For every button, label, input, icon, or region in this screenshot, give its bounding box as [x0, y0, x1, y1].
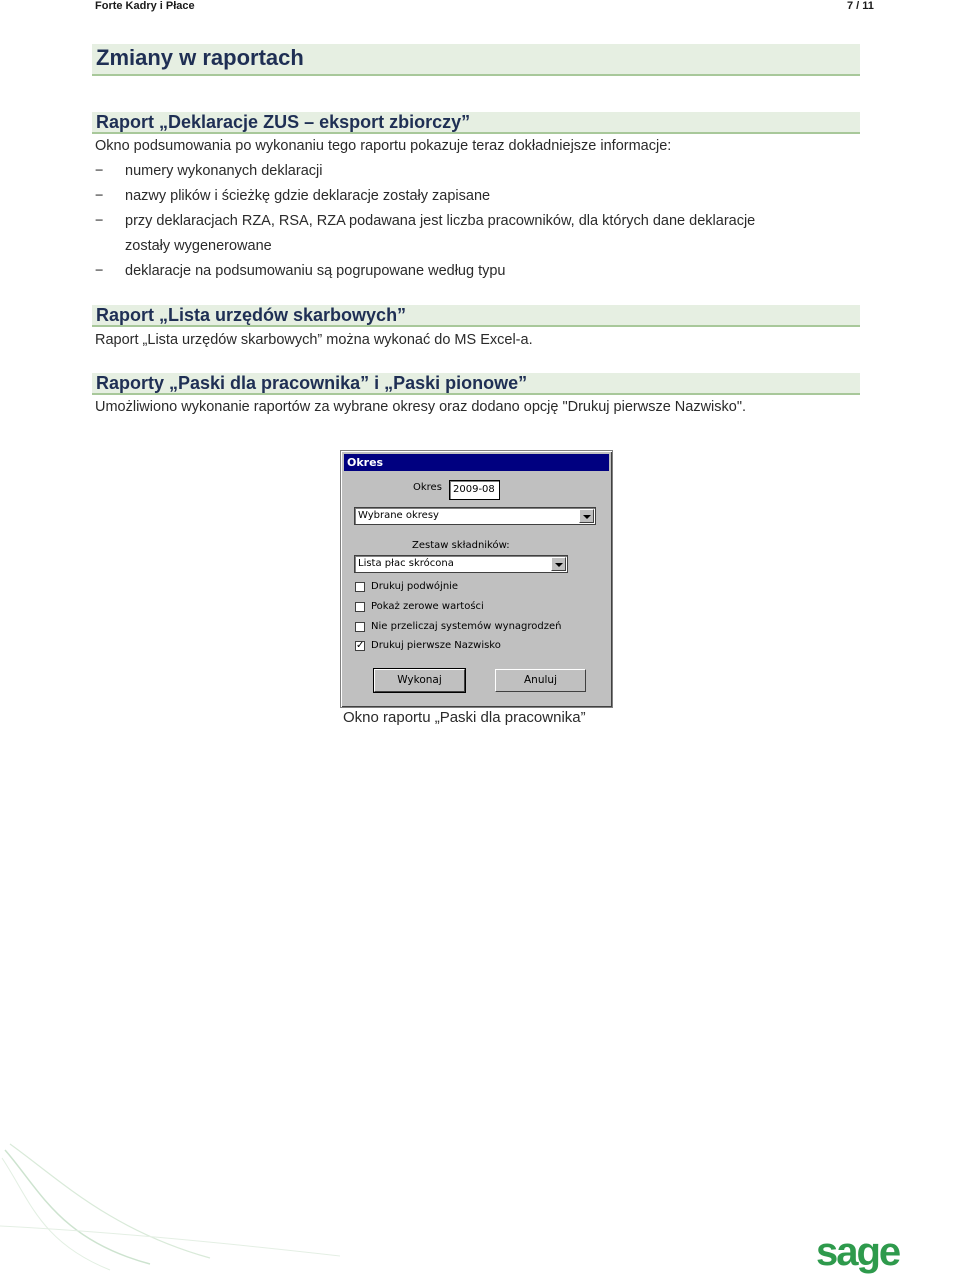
page-number: 7 / 11	[847, 0, 874, 12]
section3-heading: Raporty „Paski dla pracownika” i „Paski pionowe”	[96, 373, 528, 393]
list-item-continuation: zostały wygenerowane	[125, 238, 272, 254]
period-select[interactable]	[354, 507, 596, 525]
list-item: nazwy plików i ścieżkę gdzie deklaracje zostały zapisane	[125, 188, 491, 204]
chevron-down-icon[interactable]	[551, 557, 566, 571]
bullet-dash: −	[95, 213, 104, 229]
section3-body: Umożliwiono wykonanie raportów za wybrane okresy oraz dodano opcję "Drukuj pierwsze Nazwisko".	[95, 399, 746, 415]
page-title-bar	[92, 44, 860, 76]
checkbox-label[interactable]: Pokaż zerowe wartości	[371, 601, 484, 612]
okres-field[interactable]: 2009-08	[449, 480, 500, 500]
section1-heading: Raport „Deklaracje ZUS – eksport zbiorczy”	[96, 112, 471, 132]
chevron-down-icon[interactable]	[579, 509, 594, 523]
checkbox-drukuj-podwojnie[interactable]	[355, 582, 365, 592]
section1-intro: Okno podsumowania po wykonaniu tego raportu pokazuje teraz dokładniejsze informacje:	[95, 138, 672, 154]
list-item: deklaracje na podsumowaniu są pogrupowane według typu	[125, 263, 506, 279]
okres-label: Okres	[413, 482, 442, 493]
section2-body: Raport „Lista urzędów skarbowych” można wykonać do MS Excel-a.	[95, 332, 533, 348]
checkbox-pokaz-zerowe[interactable]	[355, 602, 365, 612]
bullet-dash: −	[95, 188, 104, 204]
okres-dialog	[340, 450, 613, 708]
figure-caption: Okno raportu „Paski dla pracownika”	[343, 709, 586, 726]
components-select[interactable]	[354, 555, 568, 573]
bullet-dash: −	[95, 263, 104, 279]
anuluj-button[interactable]: Anuluj	[495, 669, 586, 692]
wykonaj-button[interactable]: Wykonaj	[374, 669, 465, 692]
checkbox-label[interactable]: Nie przeliczaj systemów wynagrodzeń	[371, 621, 562, 632]
section-heading-bar	[92, 112, 860, 134]
checkbox-label[interactable]: Drukuj podwójnie	[371, 581, 459, 592]
decorative-swoosh	[0, 1130, 360, 1274]
section2-heading: Raport „Lista urzędów skarbowych”	[96, 305, 407, 325]
dialog-title: Okres	[347, 456, 384, 469]
components-label: Zestaw składników:	[412, 540, 510, 551]
checkbox-nie-przeliczaj[interactable]	[355, 622, 365, 632]
checkbox-label[interactable]: Drukuj pierwsze Nazwisko	[371, 640, 501, 651]
list-item: przy deklaracjach RZA, RSA, RZA podawana jest liczba pracowników, dla których dane deklaracje	[125, 213, 756, 229]
components-select-value: Lista płac skrócona	[358, 558, 454, 569]
dialog-titlebar	[344, 454, 609, 471]
period-select-value: Wybrane okresy	[358, 510, 439, 521]
section-heading-bar	[92, 373, 860, 395]
checkbox-drukuj-pierwsze-nazwisko[interactable]: ✓	[356, 640, 365, 651]
bullet-dash: −	[95, 163, 104, 179]
list-item: numery wykonanych deklaracji	[125, 163, 323, 179]
page-title: Zmiany w raportach	[96, 45, 304, 70]
sage-logo: sage	[816, 1230, 900, 1274]
section-heading-bar	[92, 305, 860, 327]
page-header-app-name: Forte Kadry i Płace	[95, 0, 195, 12]
